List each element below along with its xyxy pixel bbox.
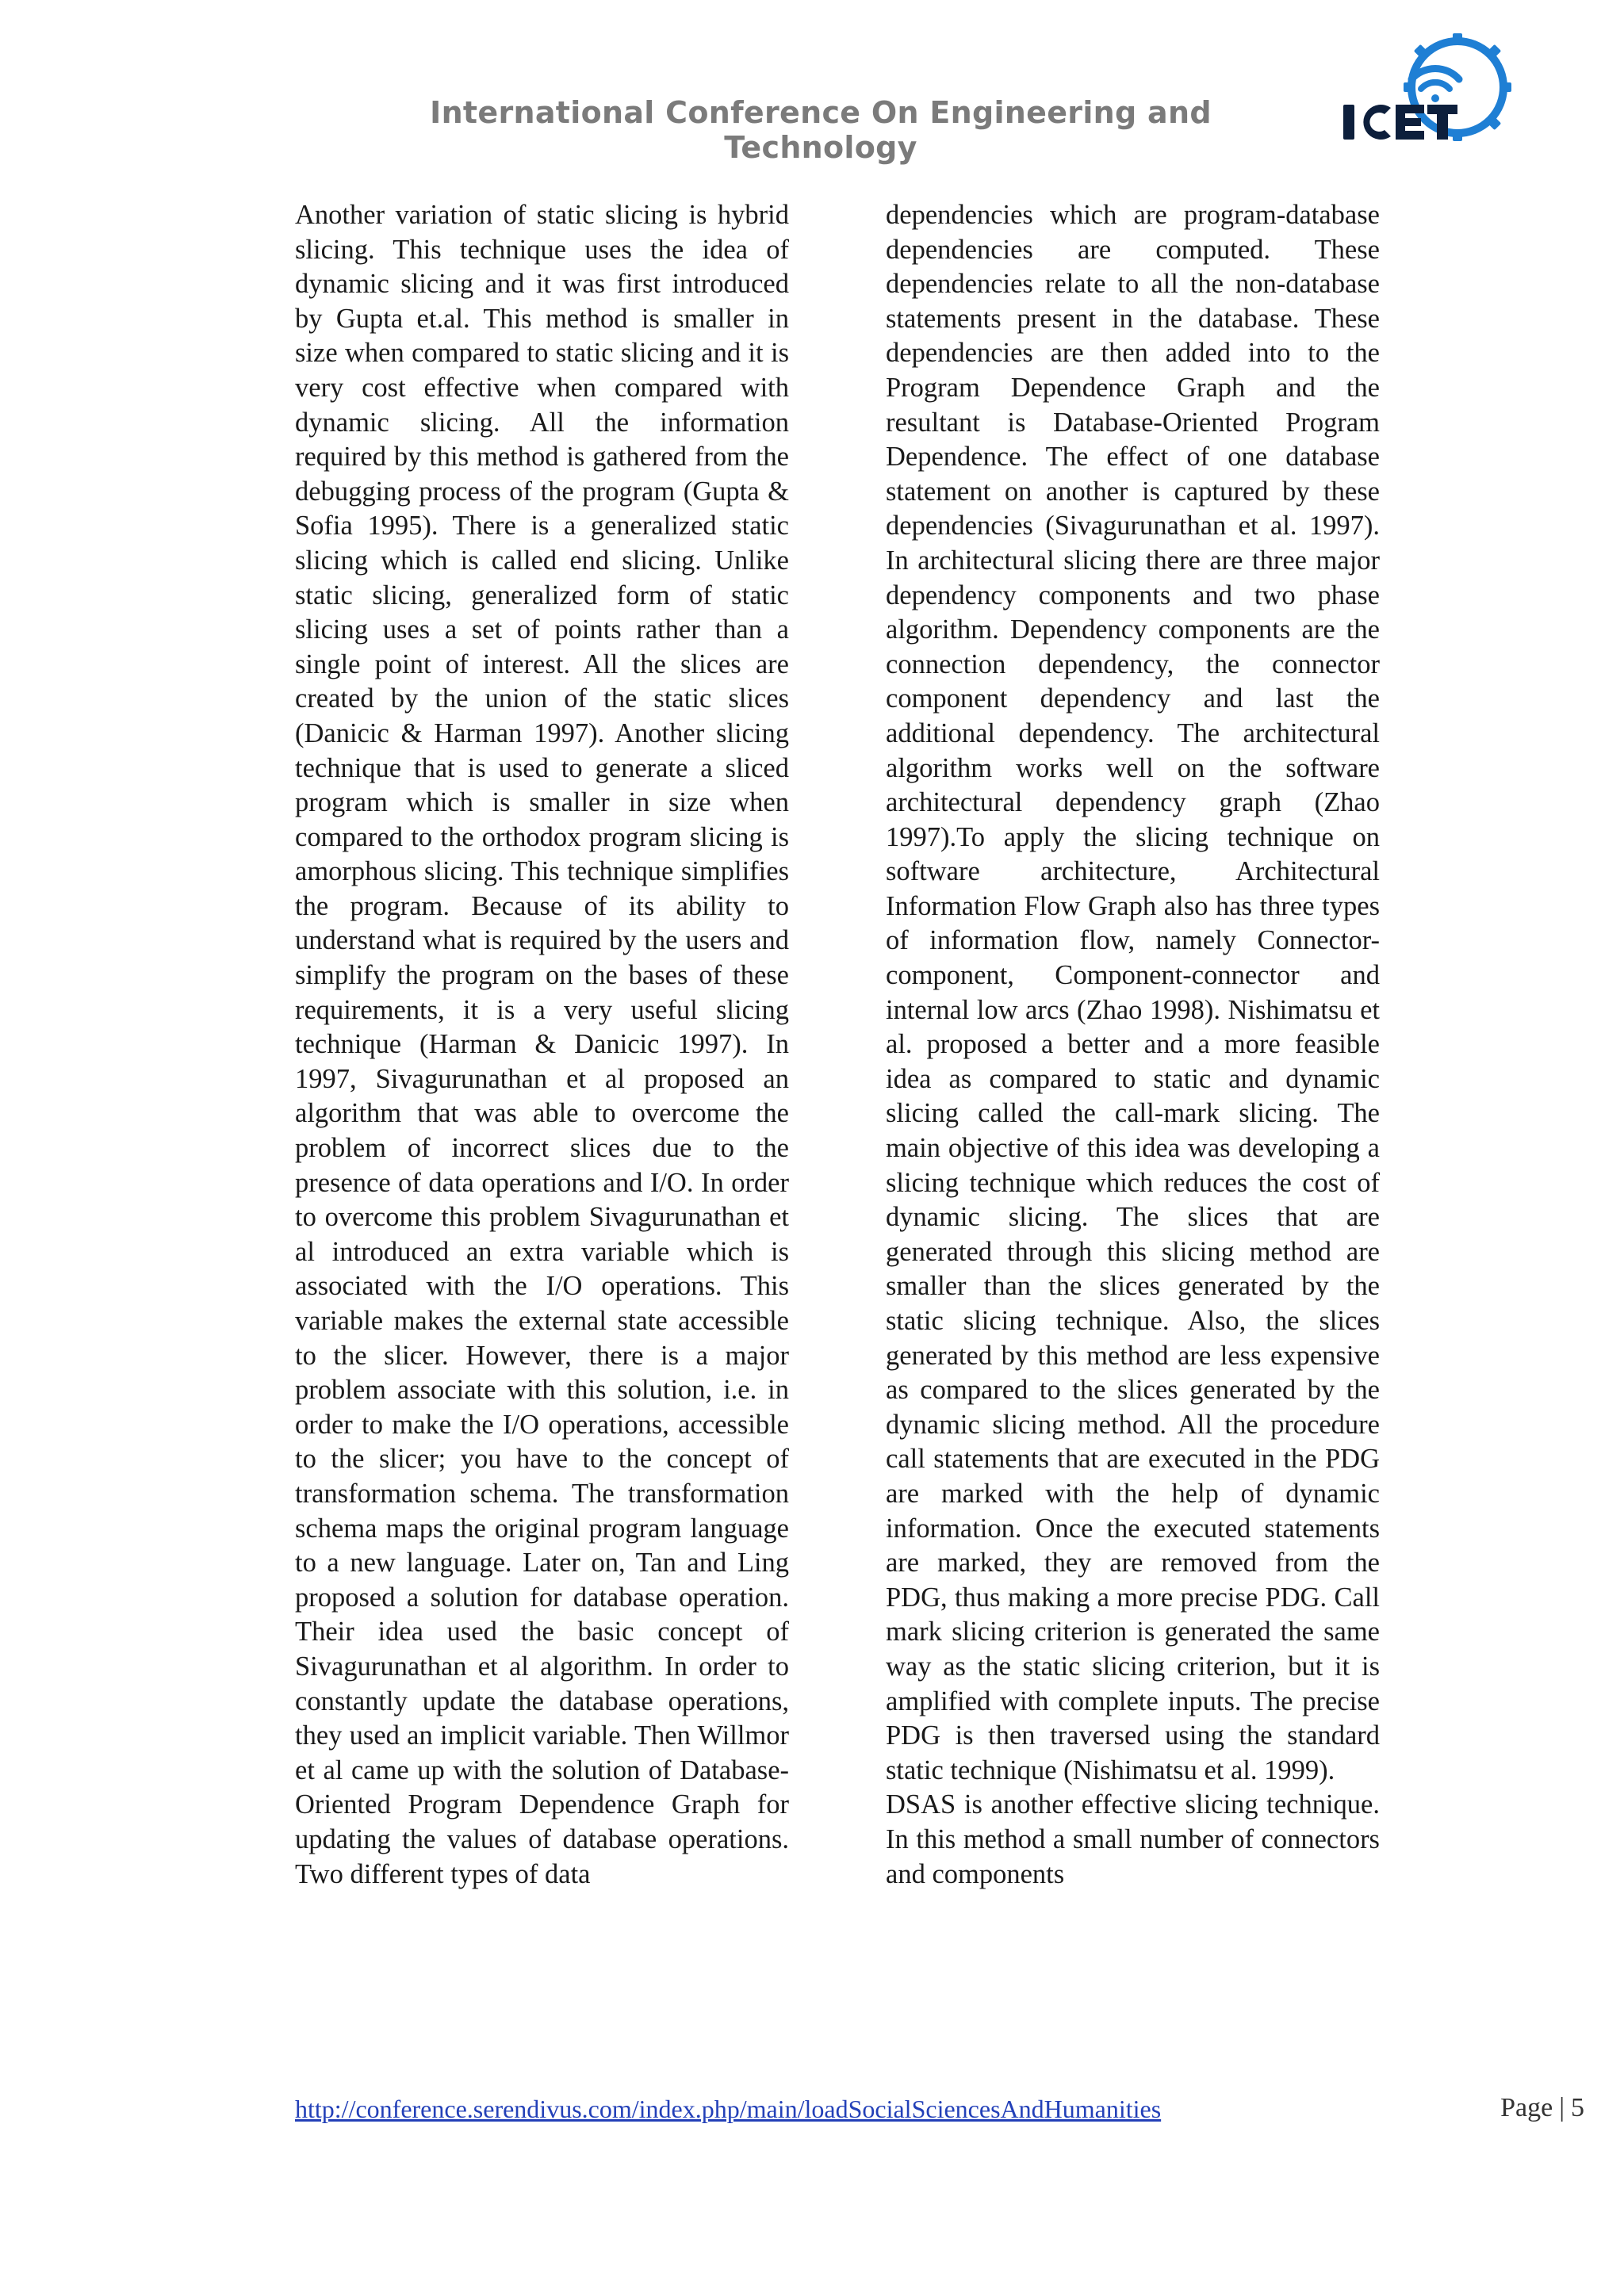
footer-url-link[interactable]: http://conference.serendivus.com/index.php/main/loadSocialSciencesAndHumanities — [295, 2095, 1162, 2123]
icet-wordmark — [1343, 105, 1457, 140]
right-column-paragraph-1: dependencies which are program-database dependencies are computed. These dependencies relate to all the non-database statements present in the database. These dependencies are then added into to the Program Dependence Graph and the resultant is Database-Oriented Program Dependence. The effect of one database statement on another is captured by these dependencies (Sivagurunathan et al. 1997). In architectural slicing there are three major dependency components and two phase algorithm. Dependency components are the connection dependency, the connector component dependency and last the additional dependency. The architectural algorithm works well on the software architectural dependency graph (Zhao 1997).To apply the slicing technique on software architecture, Architectural Information Flow Graph also has three types of information flow, namely Connector-component, Component-connector and internal low arcs (Zhao 1998). Nishimatsu et al. proposed a better and a more feasible idea as compared to static and dynamic slicing called the call-mark slicing. The main objective of this idea was developing a slicing technique which reduces the cost of dynamic slicing. The slices that are generated through this slicing method are smaller than the slices generated by the static slicing technique. Also, the slices generated by this method are less expensive as compared to the slices generated by the dynamic slicing method. All the procedure call statements that are executed in the PDG are marked with the help of dynamic information. Once the executed statements are marked, they are removed from the PDG, thus making a more precise PDG. Call mark slicing criterion is generated the same way as the static slicing criterion, but it is amplified with complete inputs. The precise PDG is then traversed using the standard static technique (Nishimatsu et al. 1999). — [886, 200, 1380, 1785]
page-number: 5 — [1571, 2093, 1584, 2122]
conference-title: International Conference On Engineering and Technology — [430, 95, 1212, 165]
right-column — [886, 198, 1380, 1892]
page-separator: | — [1559, 2093, 1565, 2122]
left-column — [295, 198, 789, 1892]
page-word: Page — [1500, 2093, 1553, 2122]
left-column-paragraph: Another variation of static slicing is hybrid slicing. This technique uses the idea of dynamic slicing and it was first introduced by Gupta et.al. This method is smaller in size when compared to static slicing and it is very cost effective when compared with dynamic slicing. All the information required by this method is gathered from the debugging process of the program (Gupta & Sofia 1995). There is a generalized static slicing which is called end slicing. Unlike static slicing, generalized form of static slicing uses a set of points rather than a single point of interest. All the slices are created by the union of the static slices (Danicic & Harman 1997). Another slicing technique that is used to generate a sliced program which is smaller in size when compared to the orthodox program slicing is amorphous slicing. This technique simplifies the program. Because of its ability to understand what is required by the users and simplify the program on the bases of these requirements, it is a very useful slicing technique (Harman & Danicic 1997). In 1997, Sivagurunathan et al proposed an algorithm that was able to overcome the problem of incorrect slices due to the presence of data operations and I/O. In order to overcome this problem Sivagurunathan et al introduced an extra variable which is associated with the I/O operations. This variable makes the external state accessible to the slicer. However, there is a major problem associate with this solution, i.e. in order to make the I/O operations, accessible to the slicer; you have to the concept of transformation schema. The transformation schema maps the original program language to a new language. Later on, Tan and Ling proposed a solution for database operation. Their idea used the basic concept of Sivagurunathan et al algorithm. In order to constantly update the database operations, they used an implicit variable. Then Willmor et al came up with the solution of Database-Oriented Program Dependence Graph for updating the values of database operations. Two different types of data — [295, 200, 789, 1889]
right-column-paragraph-2: DSAS is another effective slicing technique. In this method a small number of connectors and components — [886, 1789, 1380, 1889]
icet-logo — [1339, 32, 1529, 151]
page-number-label — [1500, 2093, 1584, 2123]
